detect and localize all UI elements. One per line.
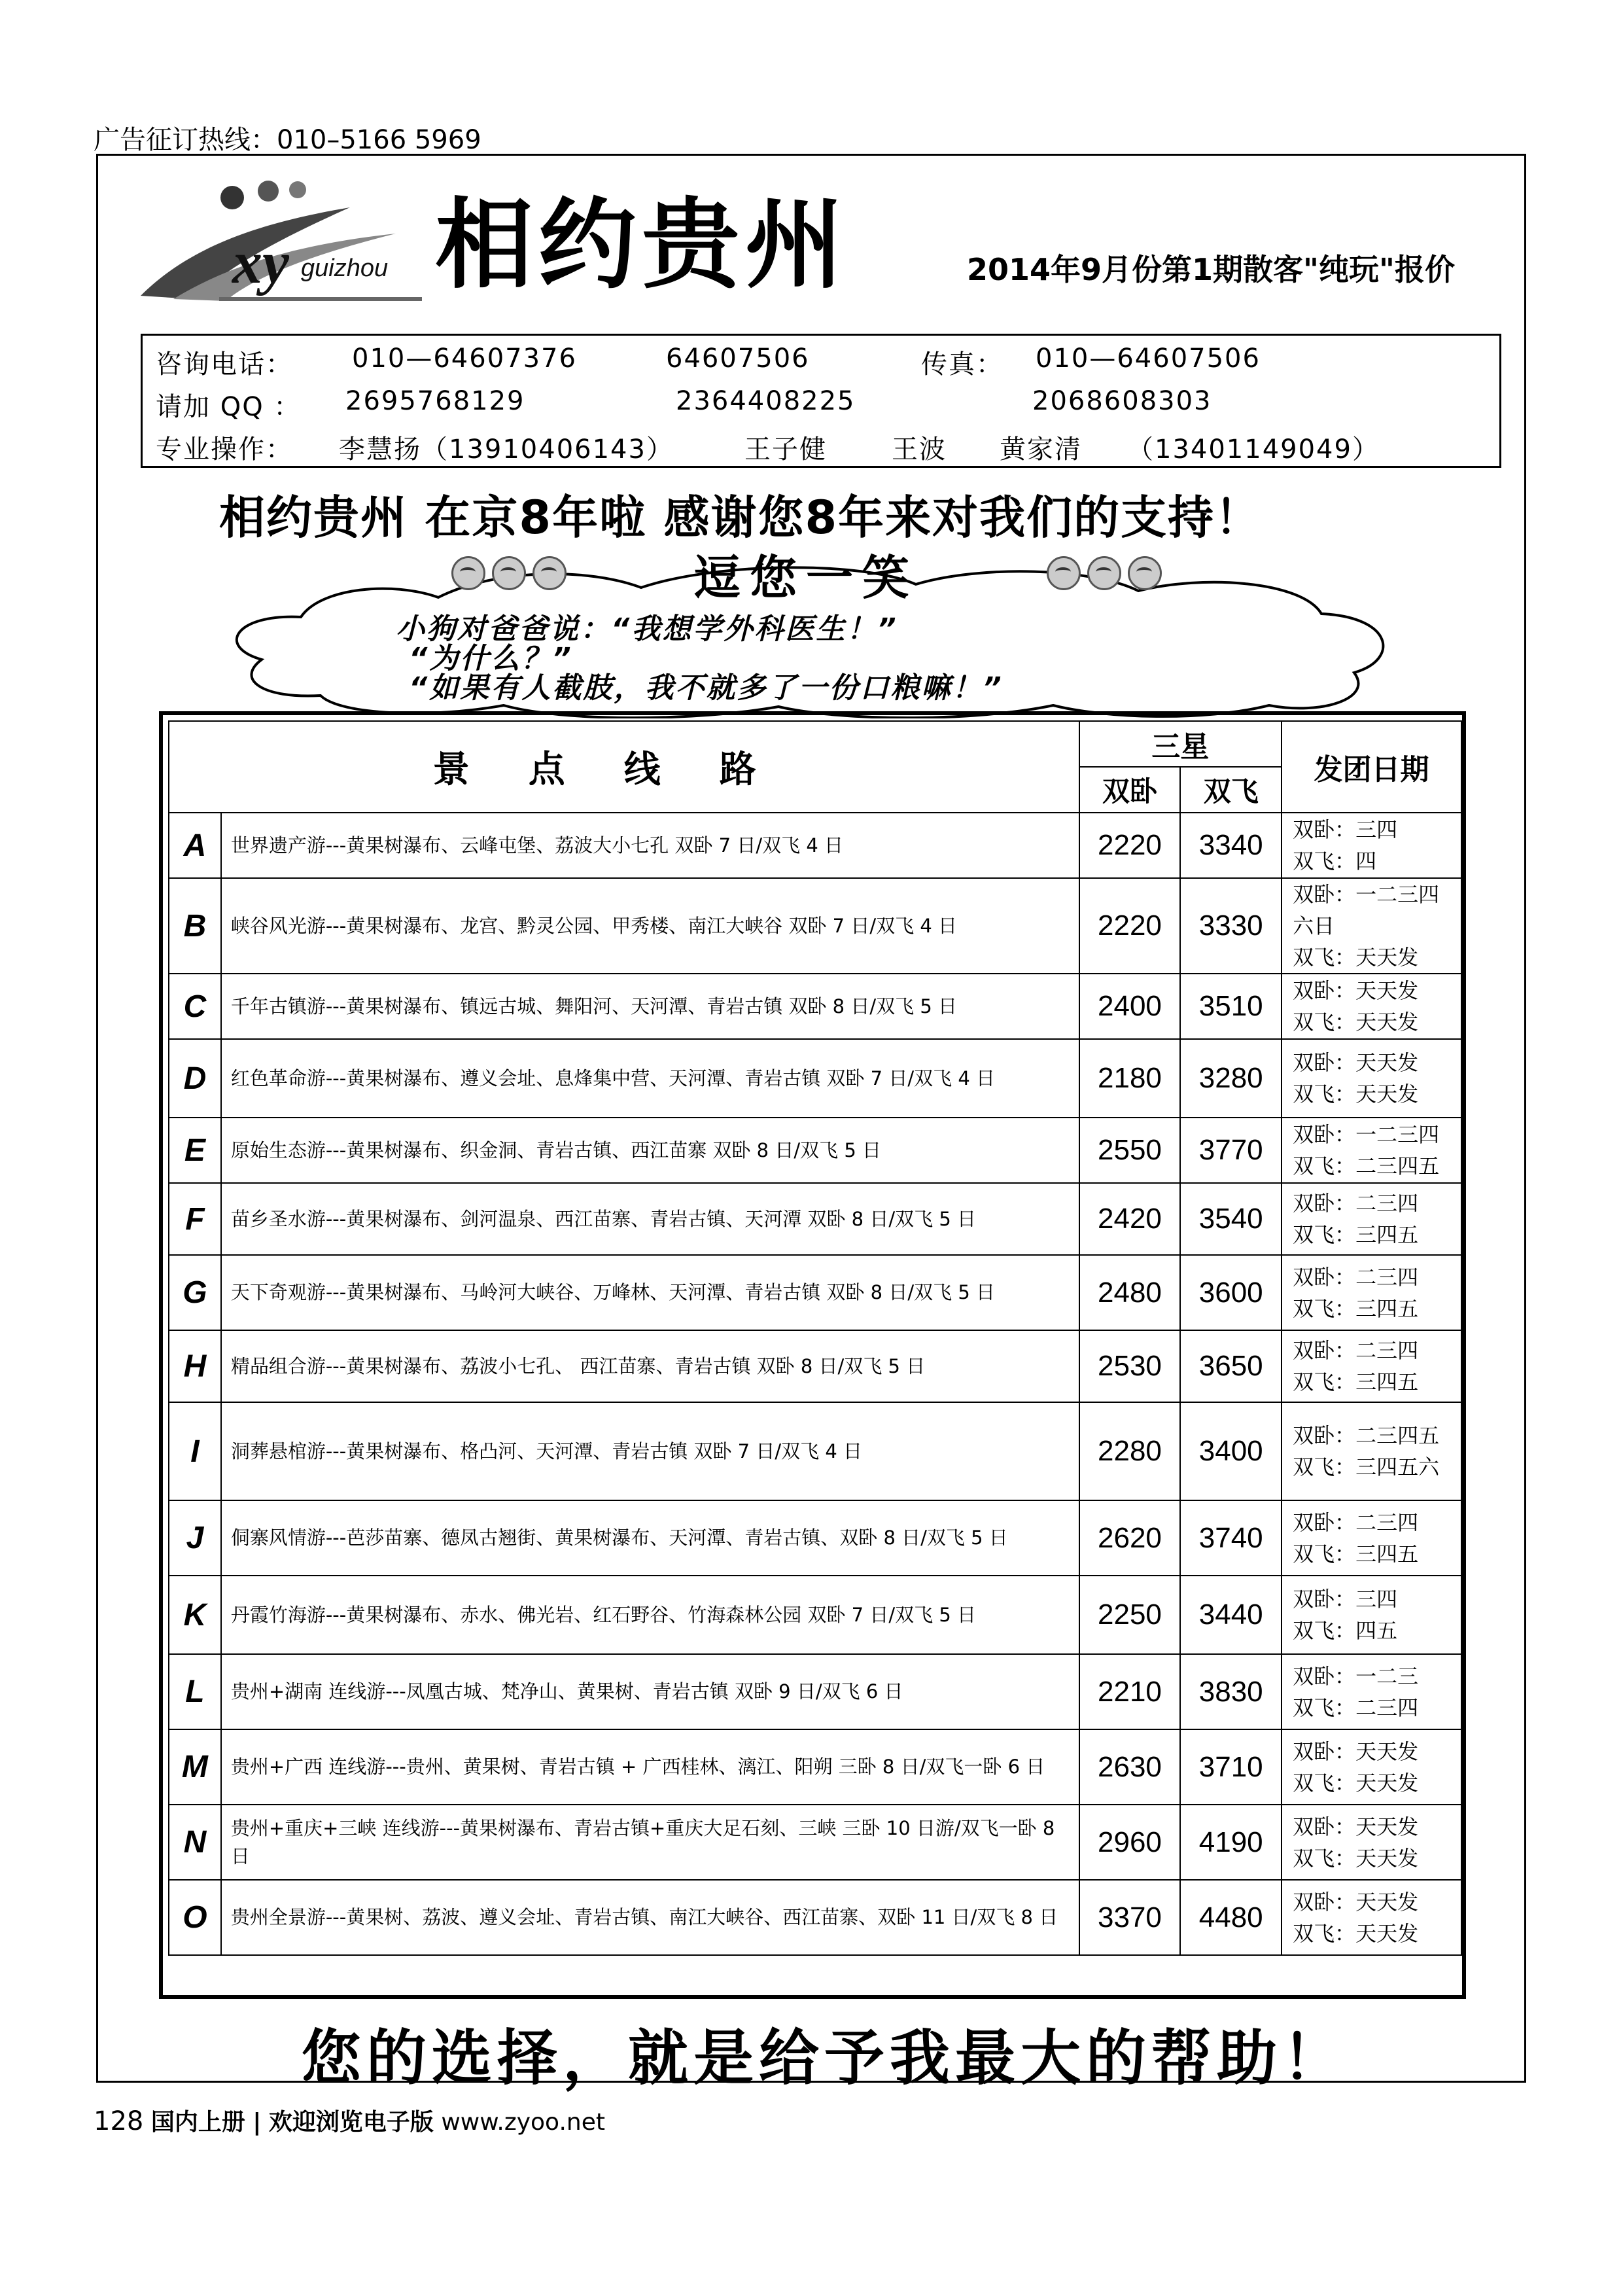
row-letter: A — [169, 813, 221, 878]
row-departure-dates — [1282, 1118, 1461, 1183]
logo-text: xy — [232, 229, 289, 296]
header-route: 景点线路 — [169, 721, 1079, 813]
page-number: 128 — [94, 2106, 144, 2136]
date-line-3: 双飞：天天发 — [1293, 945, 1419, 970]
row-departure-dates — [1282, 1805, 1461, 1880]
date-line-1: 双卧：天天发 — [1293, 1889, 1419, 1915]
row-route: 贵州+湖南 连线游---凤凰古城、梵净山、黄果树、青岩古镇 双卧 9 日/双飞 6 日 — [221, 1654, 1079, 1729]
row-price-sleeper: 2220 — [1079, 813, 1181, 878]
joke-title: 逗您一笑 — [693, 550, 919, 605]
row-route: 贵州+重庆+三峡 连线游---黄果树瀑布、青岩古镇+重庆大足石刻、三峡 三卧 10 日游/双飞一卧 8 日 — [221, 1805, 1079, 1880]
brand-title: 相约贵州 — [435, 188, 849, 302]
footer-website: www.zyoo.net — [441, 2109, 605, 2136]
row-price-fly: 3440 — [1180, 1576, 1282, 1654]
row-price-sleeper: 3370 — [1079, 1880, 1181, 1955]
date-line-1: 双卧：天天发 — [1293, 1814, 1419, 1839]
date-line-1: 双卧：三四 — [1293, 817, 1398, 842]
staff-label: 专业操作： — [156, 434, 293, 465]
row-price-sleeper: 2550 — [1079, 1118, 1181, 1183]
emoji-group-left — [451, 556, 567, 595]
date-line-2: 双飞：三四五 — [1293, 1541, 1419, 1566]
footer-welcome: 欢迎浏览电子版 — [268, 2109, 434, 2136]
row-route: 峡谷风光游---黄果树瀑布、龙宫、黔灵公园、甲秀楼、南江大峡谷 双卧 7 日/双飞 4 日 — [221, 878, 1079, 974]
table-row — [169, 1118, 1461, 1183]
row-price-sleeper: 2250 — [1079, 1576, 1181, 1654]
date-line-2: 双飞：四五 — [1293, 1618, 1398, 1643]
row-price-fly: 3280 — [1180, 1039, 1282, 1118]
date-line-2: 双飞：二三四五 — [1293, 1154, 1440, 1178]
footer-section: 国内上册 — [150, 2109, 245, 2136]
row-price-sleeper: 2620 — [1079, 1500, 1181, 1576]
table-row — [169, 1805, 1461, 1880]
slogan: 您的选择，就是给予我最大的帮助！ — [301, 2023, 1348, 2093]
row-departure-dates — [1282, 1402, 1461, 1500]
table-row — [169, 1729, 1461, 1805]
row-departure-dates — [1282, 1729, 1461, 1805]
row-letter: M — [169, 1729, 221, 1805]
row-price-fly: 3330 — [1180, 878, 1282, 974]
price-table-body — [169, 813, 1461, 1955]
staff-2: 王子健 — [744, 434, 827, 465]
row-letter: D — [169, 1039, 221, 1118]
row-letter: O — [169, 1880, 221, 1955]
row-departure-dates — [1282, 1500, 1461, 1576]
date-line-1: 双卧：一二三 — [1293, 1663, 1419, 1689]
row-route: 红色革命游---黄果树瀑布、遵义会址、息烽集中营、天河潭、青岩古镇 双卧 7 日/双飞 4 日 — [221, 1039, 1079, 1118]
row-departure-dates — [1282, 1330, 1461, 1402]
date-line-2: 六日 — [1293, 913, 1335, 938]
table-row — [169, 1183, 1461, 1255]
row-departure-dates — [1282, 1654, 1461, 1729]
date-line-1: 双卧：天天发 — [1293, 1739, 1419, 1764]
date-line-2: 双飞：天天发 — [1293, 1082, 1419, 1106]
laughing-face-icon — [492, 556, 526, 590]
qq-label: 请加 QQ ： — [156, 392, 302, 422]
row-price-fly: 3400 — [1180, 1402, 1282, 1500]
fax-number: 010—64607506 — [1036, 344, 1261, 374]
row-route: 天下奇观游---黄果树瀑布、马岭河大峡谷、万峰林、天河潭、青岩古镇 双卧 8 日/双飞 5 日 — [221, 1255, 1079, 1330]
table-row — [169, 1402, 1461, 1500]
row-price-fly: 3710 — [1180, 1729, 1282, 1805]
laughing-face-icon — [1087, 556, 1121, 590]
date-line-1: 双卧：三四 — [1293, 1587, 1398, 1612]
laughing-face-icon — [1128, 556, 1162, 590]
row-price-fly: 4480 — [1180, 1880, 1282, 1955]
row-price-fly: 3600 — [1180, 1255, 1282, 1330]
staff-phone: （13401149049） — [1127, 434, 1380, 465]
row-route: 贵州全景游---黄果树、荔波、遵义会址、青岩古镇、南江大峡谷、西江苗寨、双卧 11 日/双飞 8 日 — [221, 1880, 1079, 1955]
row-departure-dates — [1282, 813, 1461, 878]
contact-box — [141, 334, 1501, 468]
fax-label: 传真： — [921, 349, 1003, 380]
row-price-sleeper: 2480 — [1079, 1255, 1181, 1330]
thanks-banner: 相约贵州 在京8年啦 感谢您8年来对我们的支持！ — [219, 491, 1263, 544]
date-line-1: 双卧：二三四 — [1293, 1191, 1419, 1216]
header-fly: 双飞 — [1180, 767, 1282, 813]
qq-number-1: 2695768129 — [345, 386, 525, 416]
price-table — [168, 720, 1462, 1956]
date-line-2: 双飞：天天发 — [1293, 1845, 1419, 1871]
footer-separator: | — [253, 2109, 262, 2136]
row-price-sleeper: 2960 — [1079, 1805, 1181, 1880]
row-route: 世界遗产游---黄果树瀑布、云峰屯堡、荔波大小七孔 双卧 7 日/双飞 4 日 — [221, 813, 1079, 878]
row-departure-dates — [1282, 1576, 1461, 1654]
date-line-2: 双飞：三四五 — [1293, 1369, 1419, 1394]
header-sleeper: 双卧 — [1079, 767, 1181, 813]
row-letter: E — [169, 1118, 221, 1183]
staff-3: 王波 — [892, 434, 947, 465]
phone-number-2: 64607506 — [666, 344, 810, 374]
date-line-1: 双卧：二三四 — [1293, 1510, 1419, 1535]
table-row — [169, 878, 1461, 974]
date-line-1: 双卧：二三四 — [1293, 1264, 1419, 1290]
date-line-2: 双飞：天天发 — [1293, 1010, 1419, 1034]
row-letter: B — [169, 878, 221, 974]
joke-line-2: “为什么？” — [409, 642, 573, 675]
row-letter: I — [169, 1402, 221, 1500]
row-departure-dates — [1282, 878, 1461, 974]
header-three-star: 三星 — [1079, 721, 1282, 767]
table-row — [169, 1654, 1461, 1729]
row-price-sleeper: 2180 — [1079, 1039, 1181, 1118]
table-row — [169, 1880, 1461, 1955]
row-route: 苗乡圣水游---黄果树瀑布、剑河温泉、西江苗寨、青岩古镇、天河潭 双卧 8 日/双飞 5 日 — [221, 1183, 1079, 1255]
date-line-1: 双卧：天天发 — [1293, 978, 1419, 1003]
row-price-fly: 3650 — [1180, 1330, 1282, 1402]
date-line-2: 双飞：天天发 — [1293, 1920, 1419, 1946]
row-route: 千年古镇游---黄果树瀑布、镇远古城、舞阳河、天河潭、青岩古镇 双卧 8 日/双飞 5 日 — [221, 974, 1079, 1039]
row-departure-dates — [1282, 1255, 1461, 1330]
row-route: 贵州+广西 连线游---贵州、黄果树、青岩古镇 + 广西桂林、漓江、阳朔 三卧 8 日/双飞一卧 6 日 — [221, 1729, 1079, 1805]
row-price-fly: 3540 — [1180, 1183, 1282, 1255]
row-letter: N — [169, 1805, 221, 1880]
row-letter: L — [169, 1654, 221, 1729]
row-route: 丹霞竹海游---黄果树瀑布、赤水、佛光岩、红石野谷、竹海森林公园 双卧 7 日/双飞 5 日 — [221, 1576, 1079, 1654]
header-departure-date: 发团日期 — [1282, 721, 1461, 813]
row-letter: C — [169, 974, 221, 1039]
date-line-2: 双飞：三四五 — [1293, 1222, 1419, 1247]
date-line-1: 双卧：天天发 — [1293, 1050, 1419, 1075]
table-row — [169, 1330, 1461, 1402]
table-row — [169, 1576, 1461, 1654]
phone-label: 咨询电话： — [156, 349, 293, 380]
table-row — [169, 1500, 1461, 1576]
joke-line-1: 小狗对爸爸说：“我想学外科医生！” — [396, 612, 898, 646]
table-row — [169, 974, 1461, 1039]
row-letter: F — [169, 1183, 221, 1255]
issue-title: 2014年9月份第1期散客"纯玩"报价 — [967, 252, 1455, 287]
row-price-fly: 3830 — [1180, 1654, 1282, 1729]
row-departure-dates — [1282, 1039, 1461, 1118]
laughing-face-icon — [451, 556, 485, 590]
row-price-fly: 3740 — [1180, 1500, 1282, 1576]
emoji-group-right — [1047, 556, 1162, 595]
table-row — [169, 813, 1461, 878]
qq-number-2: 2364408225 — [676, 386, 856, 416]
logo-subtext: guizhou — [301, 255, 389, 282]
row-price-sleeper: 2420 — [1079, 1183, 1181, 1255]
row-price-sleeper: 2220 — [1079, 878, 1181, 974]
joke-line-3: “如果有人截肢，我不就多了一份口粮嘛！” — [409, 671, 1003, 705]
row-price-sleeper: 2400 — [1079, 974, 1181, 1039]
row-route: 洞葬悬棺游---黄果树瀑布、格凸河、天河潭、青岩古镇 双卧 7 日/双飞 4 日 — [221, 1402, 1079, 1500]
row-price-fly: 3340 — [1180, 813, 1282, 878]
date-line-2: 双飞：四 — [1293, 849, 1377, 874]
price-table-frame — [159, 711, 1466, 1999]
brand-logo — [134, 171, 428, 309]
row-departure-dates — [1282, 1880, 1461, 1955]
date-line-2: 双飞：天天发 — [1293, 1770, 1419, 1795]
row-route: 精品组合游---黄果树瀑布、荔波小七孔、 西江苗寨、青岩古镇 双卧 8 日/双飞 5 日 — [221, 1330, 1079, 1402]
row-departure-dates — [1282, 1183, 1461, 1255]
date-line-1: 双卧：二三四 — [1293, 1338, 1419, 1363]
date-line-2: 双飞：二三四 — [1293, 1695, 1419, 1720]
row-letter: J — [169, 1500, 221, 1576]
row-route: 原始生态游---黄果树瀑布、织金洞、青岩古镇、西江苗寨 双卧 8 日/双飞 5 日 — [221, 1118, 1079, 1183]
row-price-fly: 3510 — [1180, 974, 1282, 1039]
row-letter: H — [169, 1330, 221, 1402]
staff-4: 黄家清 — [1000, 434, 1082, 465]
row-letter: G — [169, 1255, 221, 1330]
date-line-2: 双飞：三四五 — [1293, 1296, 1419, 1321]
row-price-sleeper: 2630 — [1079, 1729, 1181, 1805]
date-line-1: 双卧：一二三四 — [1293, 1122, 1440, 1147]
row-departure-dates — [1282, 974, 1461, 1039]
phone-number-1: 010—64607376 — [352, 344, 577, 374]
row-price-sleeper: 2530 — [1079, 1330, 1181, 1402]
row-route: 侗寨风情游---芭莎苗寨、德凤古翘街、黄果树瀑布、天河潭、青岩古镇、双卧 8 日/双飞 5 日 — [221, 1500, 1079, 1576]
table-row — [169, 1039, 1461, 1118]
row-price-fly: 4190 — [1180, 1805, 1282, 1880]
ad-hotline: 广告征订热线：010–5166 5969 — [94, 125, 481, 155]
date-line-1: 双卧：一二三四 — [1293, 882, 1440, 907]
row-price-sleeper: 2280 — [1079, 1402, 1181, 1500]
laughing-face-icon — [532, 556, 567, 590]
row-price-fly: 3770 — [1180, 1118, 1282, 1183]
date-line-2: 双飞：三四五六 — [1293, 1455, 1440, 1479]
page-footer — [94, 2104, 605, 2137]
table-row — [169, 1255, 1461, 1330]
qq-number-3: 2068608303 — [1032, 386, 1212, 416]
laughing-face-icon — [1047, 556, 1081, 590]
row-letter: K — [169, 1576, 221, 1654]
date-line-1: 双卧：二三四五 — [1293, 1423, 1440, 1448]
row-price-sleeper: 2210 — [1079, 1654, 1181, 1729]
staff-1: 李慧扬（13910406143） — [339, 434, 674, 465]
